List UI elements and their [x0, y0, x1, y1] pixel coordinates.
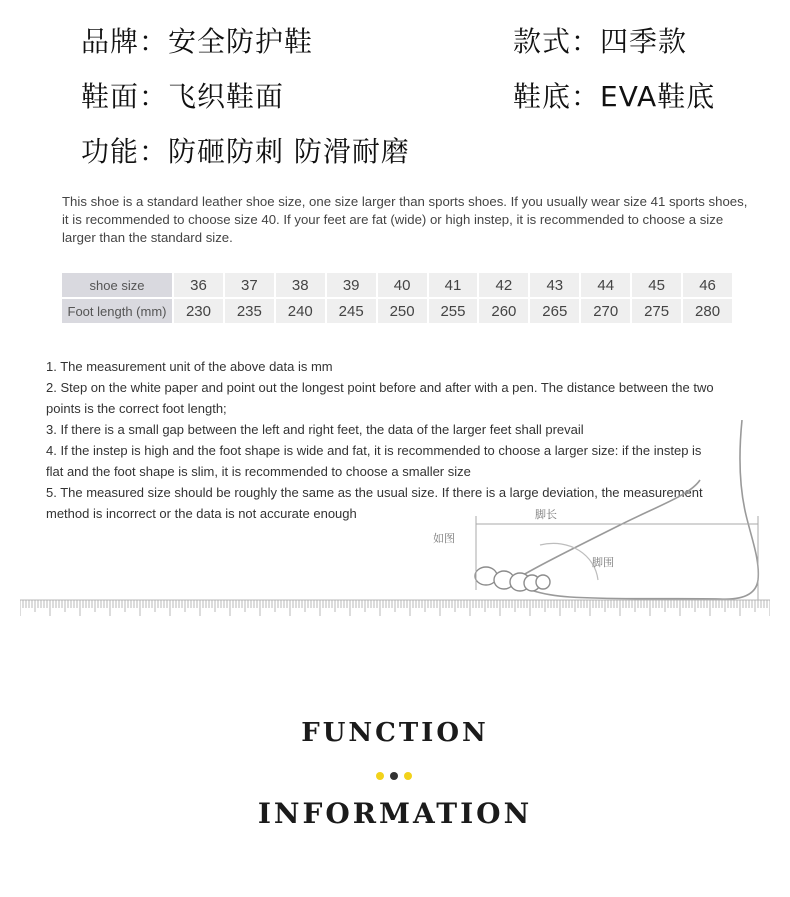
size-cell: 37	[225, 273, 274, 297]
ruler-ticks	[20, 600, 770, 616]
length-cell: 230	[174, 299, 223, 323]
note-item: 4. If the instep is high and the foot shape is wide and fat, it is recommended to choose a larger size: if the instep is flat and the foot shape is slim, it is recommended to choose a smaller size	[46, 443, 702, 479]
note-item: 2. Step on the white paper and point out the longest point before and after with a pen. The distance between the two points is the correct foot length;	[46, 380, 714, 416]
size-cell: 42	[479, 273, 528, 297]
size-cell: 38	[276, 273, 325, 297]
divider-dots	[376, 772, 416, 780]
length-cell: 240	[276, 299, 325, 323]
length-cell: 250	[378, 299, 427, 323]
spec-function: 功能：防砸防刺 防滑耐磨	[81, 135, 410, 168]
length-cell: 255	[429, 299, 478, 323]
spec-upper: 鞋面：飞织鞋面	[81, 80, 285, 113]
table-row-shoe-size	[62, 273, 732, 297]
length-cell: 280	[683, 299, 732, 323]
length-cell: 265	[530, 299, 579, 323]
foot-measurement-diagram	[420, 420, 770, 610]
label-length: 脚长	[535, 508, 557, 521]
length-cell: 275	[632, 299, 681, 323]
ruler-graphic	[20, 596, 770, 618]
note-item: 3. If there is a small gap between the left and right feet, the data of the larger feet shall prevail	[46, 422, 584, 437]
size-cell: 41	[429, 273, 478, 297]
size-chart-table	[60, 271, 734, 325]
row-label-foot-length: Foot length (mm)	[62, 299, 172, 323]
size-cell: 43	[530, 273, 579, 297]
note-item: 1. The measurement unit of the above data is mm	[46, 359, 333, 374]
dot-center-icon	[390, 772, 398, 780]
spec-brand: 品牌：安全防护鞋	[81, 25, 314, 58]
row-label-shoe-size: shoe size	[62, 273, 172, 297]
table-row-foot-length	[62, 299, 732, 323]
spec-sole: 鞋底：EVA鞋底	[513, 80, 716, 113]
size-cell: 45	[632, 273, 681, 297]
label-as-shown: 如图	[433, 532, 455, 545]
section-title-information: INFORMATION	[257, 797, 533, 830]
section-title-function: FUNCTION	[301, 718, 489, 748]
note-item: 5. The measured size should be roughly the same as the usual size. If there is a large deviation, the measurement method is incorrect or the data is not accurate enough	[46, 485, 703, 521]
length-cell: 260	[479, 299, 528, 323]
length-cell: 235	[225, 299, 274, 323]
size-cell: 46	[683, 273, 732, 297]
label-girth: 脚围	[592, 556, 614, 569]
size-advice-paragraph: This shoe is a standard leather shoe size, one size larger than sports shoes. If you usually wear size 41 sports shoes, it is recommended to choose size 40. If your feet are fat (wide) or high instep, it is recommended to choose a size larger than the standard size.	[62, 194, 748, 245]
toes-icon	[475, 567, 550, 591]
length-cell: 270	[581, 299, 630, 323]
size-cell: 40	[378, 273, 427, 297]
size-cell: 39	[327, 273, 376, 297]
length-cell: 245	[327, 299, 376, 323]
dot-right-icon	[404, 772, 412, 780]
dot-left-icon	[376, 772, 384, 780]
size-cell: 36	[174, 273, 223, 297]
spec-style: 款式：四季款	[513, 25, 688, 58]
size-cell: 44	[581, 273, 630, 297]
